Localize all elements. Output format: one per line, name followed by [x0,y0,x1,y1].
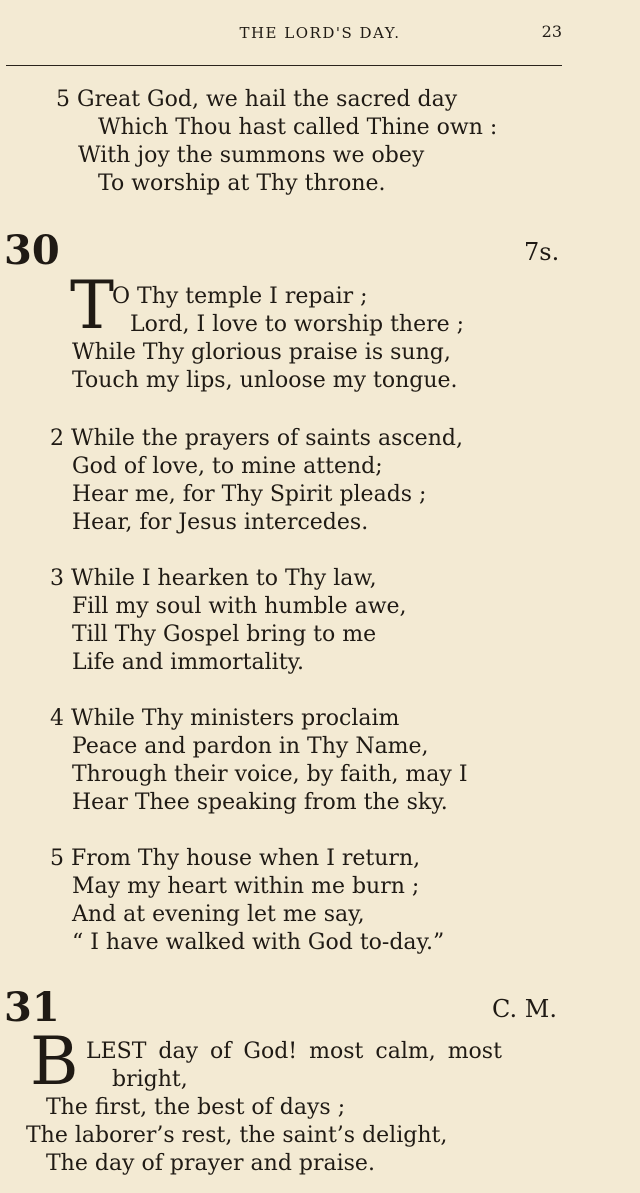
verse-line: Fill my soul with humble awe, [72,594,407,619]
verse-line: And at evening let me say, [72,902,365,927]
verse-line: Touch my lips, unloose my tongue. [72,368,458,393]
verse-line: Which Thou hast called Thine own : [98,115,498,140]
verse-line: LEST day of God! most calm, most [86,1039,502,1064]
verse-line: Through their voice, by faith, may I [72,762,468,787]
hymn-meter: C. M. [492,995,557,1023]
verse-line: The laborer’s rest, the saint’s delight, [26,1123,448,1148]
verse-line: 3 While I hearken to Thy law, [50,566,377,591]
verse-line: 5 From Thy house when I return, [50,846,421,871]
verse-line: Life and immortality. [72,650,305,675]
verse-line: The day of prayer and praise. [46,1151,375,1176]
verse-line: The first, the best of days ; [46,1095,346,1120]
verse-line: 5 Great God, we hail the sacred day [56,87,458,112]
verse-line: 2 While the prayers of saints ascend, [50,426,463,451]
hymn-number: 30 [4,227,60,274]
verse-line: 4 While Thy ministers proclaim [50,706,400,731]
verse-line: Peace and pardon in Thy Name, [72,734,429,759]
verse-line: O Thy temple I repair ; [112,284,368,309]
page-number: 23 [541,22,562,41]
running-title: THE LORD'S DAY. [239,24,401,42]
verse-line: Till Thy Gospel bring to me [72,622,377,647]
verse-line: Lord, I love to worship there ; [130,312,465,337]
verse-line: While Thy glorious praise is sung, [72,340,451,365]
drop-cap: B [30,1023,79,1100]
verse-line: To worship at Thy throne. [98,171,386,196]
verse-line: With joy the summons we obey [78,143,425,168]
verse-line: “ I have walked with God to-day.” [72,930,445,955]
drop-cap: T [70,267,115,344]
verse-line: bright, [112,1067,188,1092]
hymn-meter: 7s. [524,238,560,266]
verse-line: May my heart within me burn ; [72,874,420,899]
verse-line: Hear, for Jesus intercedes. [72,510,369,535]
verse-line: God of love, to mine attend; [72,454,383,479]
verse-line: Hear Thee speaking from the sky. [72,790,448,815]
verse-line: Hear me, for Thy Spirit pleads ; [72,482,427,507]
header-rule [6,65,562,66]
hymn-number: 31 [4,984,60,1031]
